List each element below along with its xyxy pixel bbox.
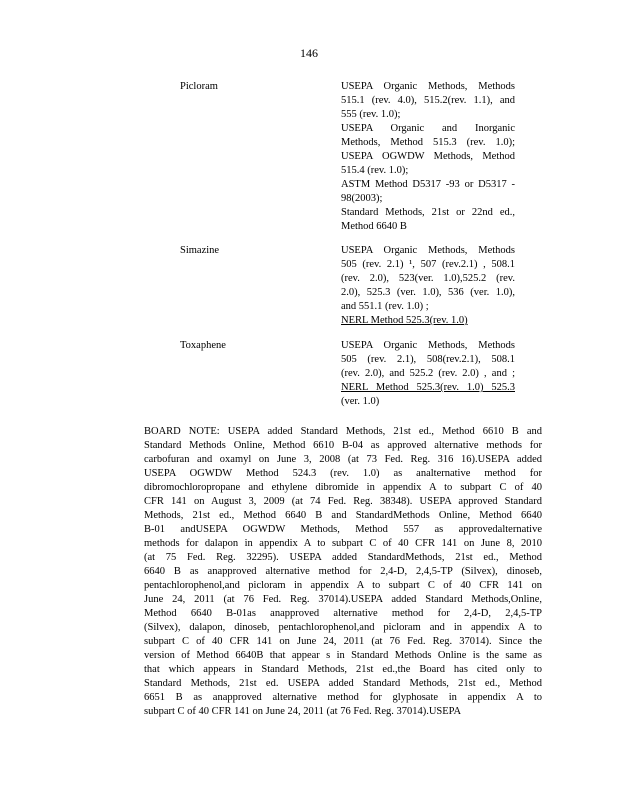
method-line: USEPA Organic and Inorganic bbox=[341, 123, 515, 134]
method-line: 98(2003); bbox=[341, 193, 383, 204]
note-line: 6640 B as anapproved alternative method for 2,4-D, 2,4,5-TP (Silvex), dinoseb, bbox=[144, 566, 542, 577]
compound-name: Simazine bbox=[180, 245, 220, 256]
note-line: CFR 141 on August 3, 2009 (at 74 Fed. Reg. 38348). USEPA approved Standard bbox=[144, 496, 542, 507]
method-line: 2.0), 525.3 (ver. 1.0), 536 (ver. 1.0), bbox=[341, 287, 515, 298]
method-line: 515.4 (rev. 1.0); bbox=[341, 165, 409, 176]
method-line: Standard Methods, 21st or 22nd ed., bbox=[341, 207, 515, 218]
method-list bbox=[341, 339, 515, 409]
method-line: (ver. 1.0) bbox=[341, 396, 380, 407]
method-line: Methods, Method 515.3 (rev. 1.0); bbox=[341, 137, 515, 148]
compound-name: Toxaphene bbox=[180, 340, 226, 351]
method-line: USEPA Organic Methods, Methods bbox=[341, 340, 515, 351]
method-list bbox=[341, 244, 515, 328]
note-line: B-01 andUSEPA OGWDW Methods, Method 557 as approvedalternative bbox=[144, 524, 542, 535]
method-line: USEPA Organic Methods, Methods bbox=[341, 81, 515, 92]
method-line: Method 6640 B bbox=[341, 221, 407, 232]
method-line: USEPA OGWDW Methods, Method bbox=[341, 151, 515, 162]
compound-name: Picloram bbox=[180, 81, 218, 92]
note-line: 6651 B as anapproved alternative method for glyphosate in appendix A to bbox=[144, 692, 542, 703]
method-line: (rev. 2.0), and 525.2 (rev. 2.0) , and ; bbox=[341, 368, 515, 379]
note-line: (at 75 Fed. Reg. 32295). USEPA added StandardMethods, 21st ed., Method bbox=[144, 552, 542, 563]
note-line: methods for dalapon in appendix A to subpart C of 40 CFR 141 on June 8, 2010 bbox=[144, 538, 542, 549]
method-line: USEPA Organic Methods, Methods bbox=[341, 245, 515, 256]
method-line: (rev. 2.0), 523(ver. 1.0),525.2 (rev. bbox=[341, 273, 515, 284]
note-line: subpart C of 40 CFR 141 on June 24, 2011 (at 76 Fed. Reg. 37014). Since the bbox=[144, 636, 542, 647]
method-line: and 551.1 (rev. 1.0) ; bbox=[341, 301, 429, 312]
note-line: Methods, 21st ed., Method 6640 B and StandardMethods Online, Method 6640 bbox=[144, 510, 542, 521]
method-line: ASTM Method D5317 -93 or D5317 - bbox=[341, 179, 515, 190]
method-line: NERL Method 525.3(rev. 1.0) 525.3 bbox=[341, 382, 515, 393]
method-line: 505 (rev. 2.1), 508(rev.2.1), 508.1 bbox=[341, 354, 515, 365]
note-line: (Silvex), dalapon, dinoseb, pentachlorophenol,and picloram and in appendix A to bbox=[144, 622, 542, 633]
note-line: BOARD NOTE: USEPA added Standard Methods, 21st ed., Method 6610 B and bbox=[144, 426, 542, 437]
note-line: that which appears in Standard Methods, 21st ed.,the Board has cited only to bbox=[144, 664, 542, 675]
note-line: Method 6640 B-01as anapproved alternative method for 2,4-D, 2,4,5-TP bbox=[144, 608, 542, 619]
method-line: 505 (rev. 2.1) ¹, 507 (rev.2.1) , 508.1 bbox=[341, 259, 515, 270]
note-line: USEPA OGWDW Method 524.3 (rev. 1.0) as analternative method for bbox=[144, 468, 542, 479]
method-line: 515.1 (rev. 4.0), 515.2(rev. 1.1), and bbox=[341, 95, 515, 106]
page-number: 146 bbox=[300, 46, 318, 60]
method-line: 555 (rev. 1.0); bbox=[341, 109, 401, 120]
note-line: Standard Methods, 21st ed. USEPA added Standard Methods, 21st ed., Method bbox=[144, 678, 542, 689]
note-line: Standard Methods Online, Method 6610 B-04 as approved alternative methods for bbox=[144, 440, 542, 451]
note-line: carbofuran and oxamyl on June 3, 2008 (at 73 Fed. Reg. 316 16).USEPA added bbox=[144, 454, 542, 465]
note-line: dibromochloropropane and ethylene dibromide in appendix A to subpart C of 40 bbox=[144, 482, 542, 493]
method-line: NERL Method 525.3(rev. 1.0) bbox=[341, 315, 468, 326]
note-line: subpart C of 40 CFR 141 on June 24, 2011 (at 76 Fed. Reg. 37014).USEPA bbox=[144, 706, 462, 717]
method-list bbox=[341, 80, 515, 234]
note-line: pentachlorophenol,and picloram in appendix A to subpart C of 40 CFR 141 on bbox=[144, 580, 542, 591]
note-line: version of Method 6640B that appear s in Standard Methods Online is the same as bbox=[144, 650, 542, 661]
board-note bbox=[144, 425, 542, 719]
note-line: June 24, 2011 (at 76 Fed. Reg. 37014).USEPA added Standard Methods,Online, bbox=[144, 594, 542, 605]
